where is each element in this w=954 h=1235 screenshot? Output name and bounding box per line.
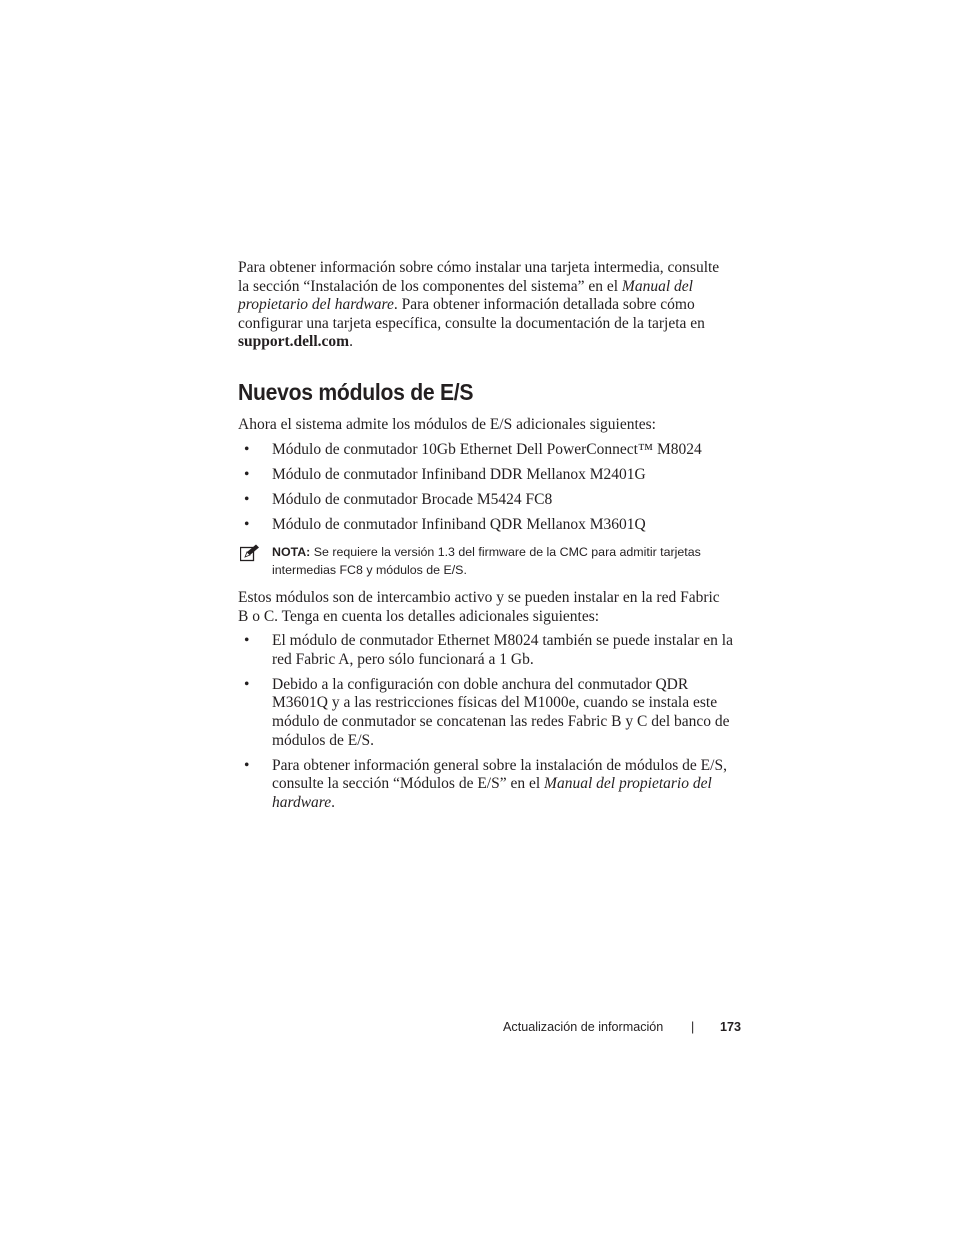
list-item-text: Módulo de conmutador Brocade M5424 FC8 bbox=[272, 490, 553, 508]
bullet: • bbox=[244, 756, 250, 774]
section-intro: Ahora el sistema admite los módulos de E/S adicionales siguientes: bbox=[238, 415, 656, 433]
details-list bbox=[238, 632, 733, 812]
footer-section-title: Actualización de información bbox=[503, 1020, 664, 1034]
list-item bbox=[238, 491, 733, 510]
intro-paragraph bbox=[238, 259, 733, 352]
list-item bbox=[238, 516, 733, 535]
list-item-text: Módulo de conmutador 10Gb Ethernet Dell PowerConnect™ M8024 bbox=[272, 440, 702, 458]
list-item bbox=[238, 757, 733, 813]
page-footer bbox=[503, 1020, 743, 1038]
note-text: Se requiere la versión 1.3 del firmware de la CMC para admitir tarjetas intermedias FC8 y módulos de E/S. bbox=[272, 545, 701, 577]
bullet: • bbox=[244, 440, 250, 458]
bullet: • bbox=[244, 490, 250, 508]
footer-separator: | bbox=[691, 1020, 695, 1034]
text-run: . bbox=[349, 333, 353, 351]
list-item-text: El módulo de conmutador Ethernet M8024 también se puede instalar en la red Fabric A, pero sólo funcionará a 1 Gb. bbox=[272, 632, 733, 668]
list-item bbox=[238, 632, 733, 669]
manual-title: Manual del propietario del hardware bbox=[238, 277, 693, 314]
text-run: . Para obtener información detallada sobre cómo configurar una tarjeta específica, consulte la documentación de la tarjeta en bbox=[238, 296, 705, 332]
bullet: • bbox=[244, 465, 250, 483]
list-item-text: Debido a la configuración con doble anchura del conmutador QDR M3601Q y a las restricciones físicas del M1000e, cuando se instala este módulo de conmutador se concatenan las redes Fabric B y C del banco de módulos de E/S. bbox=[272, 675, 730, 749]
section-heading: Nuevos módulos de E/S bbox=[238, 378, 474, 405]
list-item bbox=[238, 441, 733, 460]
bullet: • bbox=[244, 675, 250, 693]
list-item bbox=[238, 676, 733, 750]
note-box bbox=[238, 544, 733, 579]
bullet: • bbox=[244, 632, 250, 650]
page-number: 173 bbox=[720, 1020, 742, 1034]
hot-swap-paragraph: Estos módulos son de intercambio activo y se pueden instalar en la red Fabric B o C. Tenga en cuenta los detalles adicionales siguientes: bbox=[238, 589, 720, 625]
list-item bbox=[238, 466, 733, 485]
page-content bbox=[238, 259, 733, 819]
support-link[interactable]: support.dell.com bbox=[238, 333, 350, 351]
module-list bbox=[238, 441, 733, 535]
list-item-text: Módulo de conmutador Infiniband QDR Mellanox M3601Q bbox=[272, 515, 646, 533]
list-item-text: Módulo de conmutador Infiniband DDR Mellanox M2401G bbox=[272, 465, 646, 483]
text-run: Para obtener información sobre cómo instalar una tarjeta intermedia, consulte la sección “Instalación de los componentes del sistema” en el bbox=[238, 259, 720, 295]
bullet: • bbox=[244, 515, 250, 533]
manual-title: Manual del propietario del hardware bbox=[272, 775, 712, 811]
pencil-note-icon bbox=[240, 544, 260, 562]
list-item-text: Para obtener información general sobre la instalación de módulos de E/S, consulte la sección “Módulos de E/S” en el bbox=[272, 756, 727, 793]
note-label: NOTA: bbox=[272, 545, 311, 560]
list-item-text: . bbox=[331, 793, 336, 811]
